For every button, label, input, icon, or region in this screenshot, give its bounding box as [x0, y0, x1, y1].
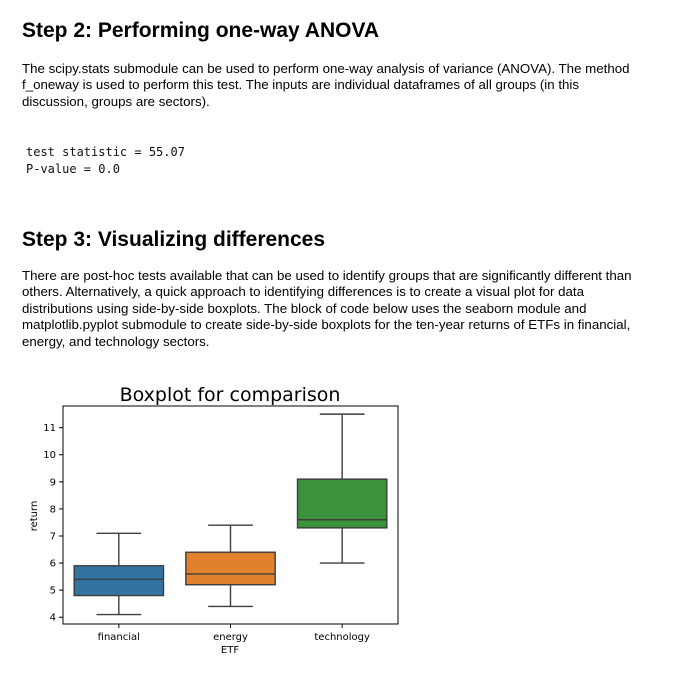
x-tick-label-financial: financial: [97, 632, 140, 643]
code-output: [26, 144, 185, 178]
x-axis: [98, 624, 370, 643]
output-line-test-statistic: test statistic = 55.07: [26, 145, 185, 159]
boxplot-chart: [22, 378, 422, 663]
y-tick-label: 7: [49, 531, 56, 543]
x-tick-label-energy: energy: [213, 632, 248, 643]
y-tick-label: 8: [49, 504, 56, 516]
output-line-p-value: P-value = 0.0: [26, 162, 120, 176]
y-tick-label: 9: [49, 477, 56, 489]
box-financial: [74, 533, 163, 614]
y-tick-label: 6: [49, 558, 56, 570]
box-iqr: [186, 552, 275, 584]
chart-title: Boxplot for comparison: [119, 384, 341, 406]
y-tick-label: 10: [43, 450, 56, 462]
x-tick-label-technology: technology: [314, 632, 370, 643]
boxes-group: [74, 414, 387, 614]
box-technology: [298, 414, 387, 563]
y-axis-label: return: [29, 500, 40, 532]
y-tick-label: 5: [49, 585, 56, 597]
box-iqr: [298, 479, 387, 528]
y-tick-label: 4: [49, 612, 56, 624]
y-tick-label: 11: [43, 423, 56, 435]
step3-heading: Step 3: Visualizing differences: [22, 228, 326, 251]
box-iqr: [74, 566, 163, 596]
step2-heading: Step 2: Performing one-way ANOVA: [22, 19, 380, 42]
step2-paragraph: The scipy.stats submodule can be used to perform one-way analysis of variance (ANOVA). The method f_oneway is used to perform this test. The inputs are individual dataframes of all groups (in this discussion, groups are sectors).: [22, 61, 630, 109]
x-axis-label: ETF: [220, 645, 240, 656]
y-axis: [43, 423, 63, 624]
step3-paragraph: There are post-hoc tests available that can be used to identify groups that are significantly different than others. Alternatively, a quick approach to identifying differences is to create a visual plot for data distributions using side-by-side boxplots. The block of code below uses the seaborn module and matplotlib.pyplot submodule to create side-by-side boxplots for the ten-year returns of ETFs in financial, energy, and technology sectors.: [22, 268, 632, 349]
box-energy: [186, 525, 275, 606]
